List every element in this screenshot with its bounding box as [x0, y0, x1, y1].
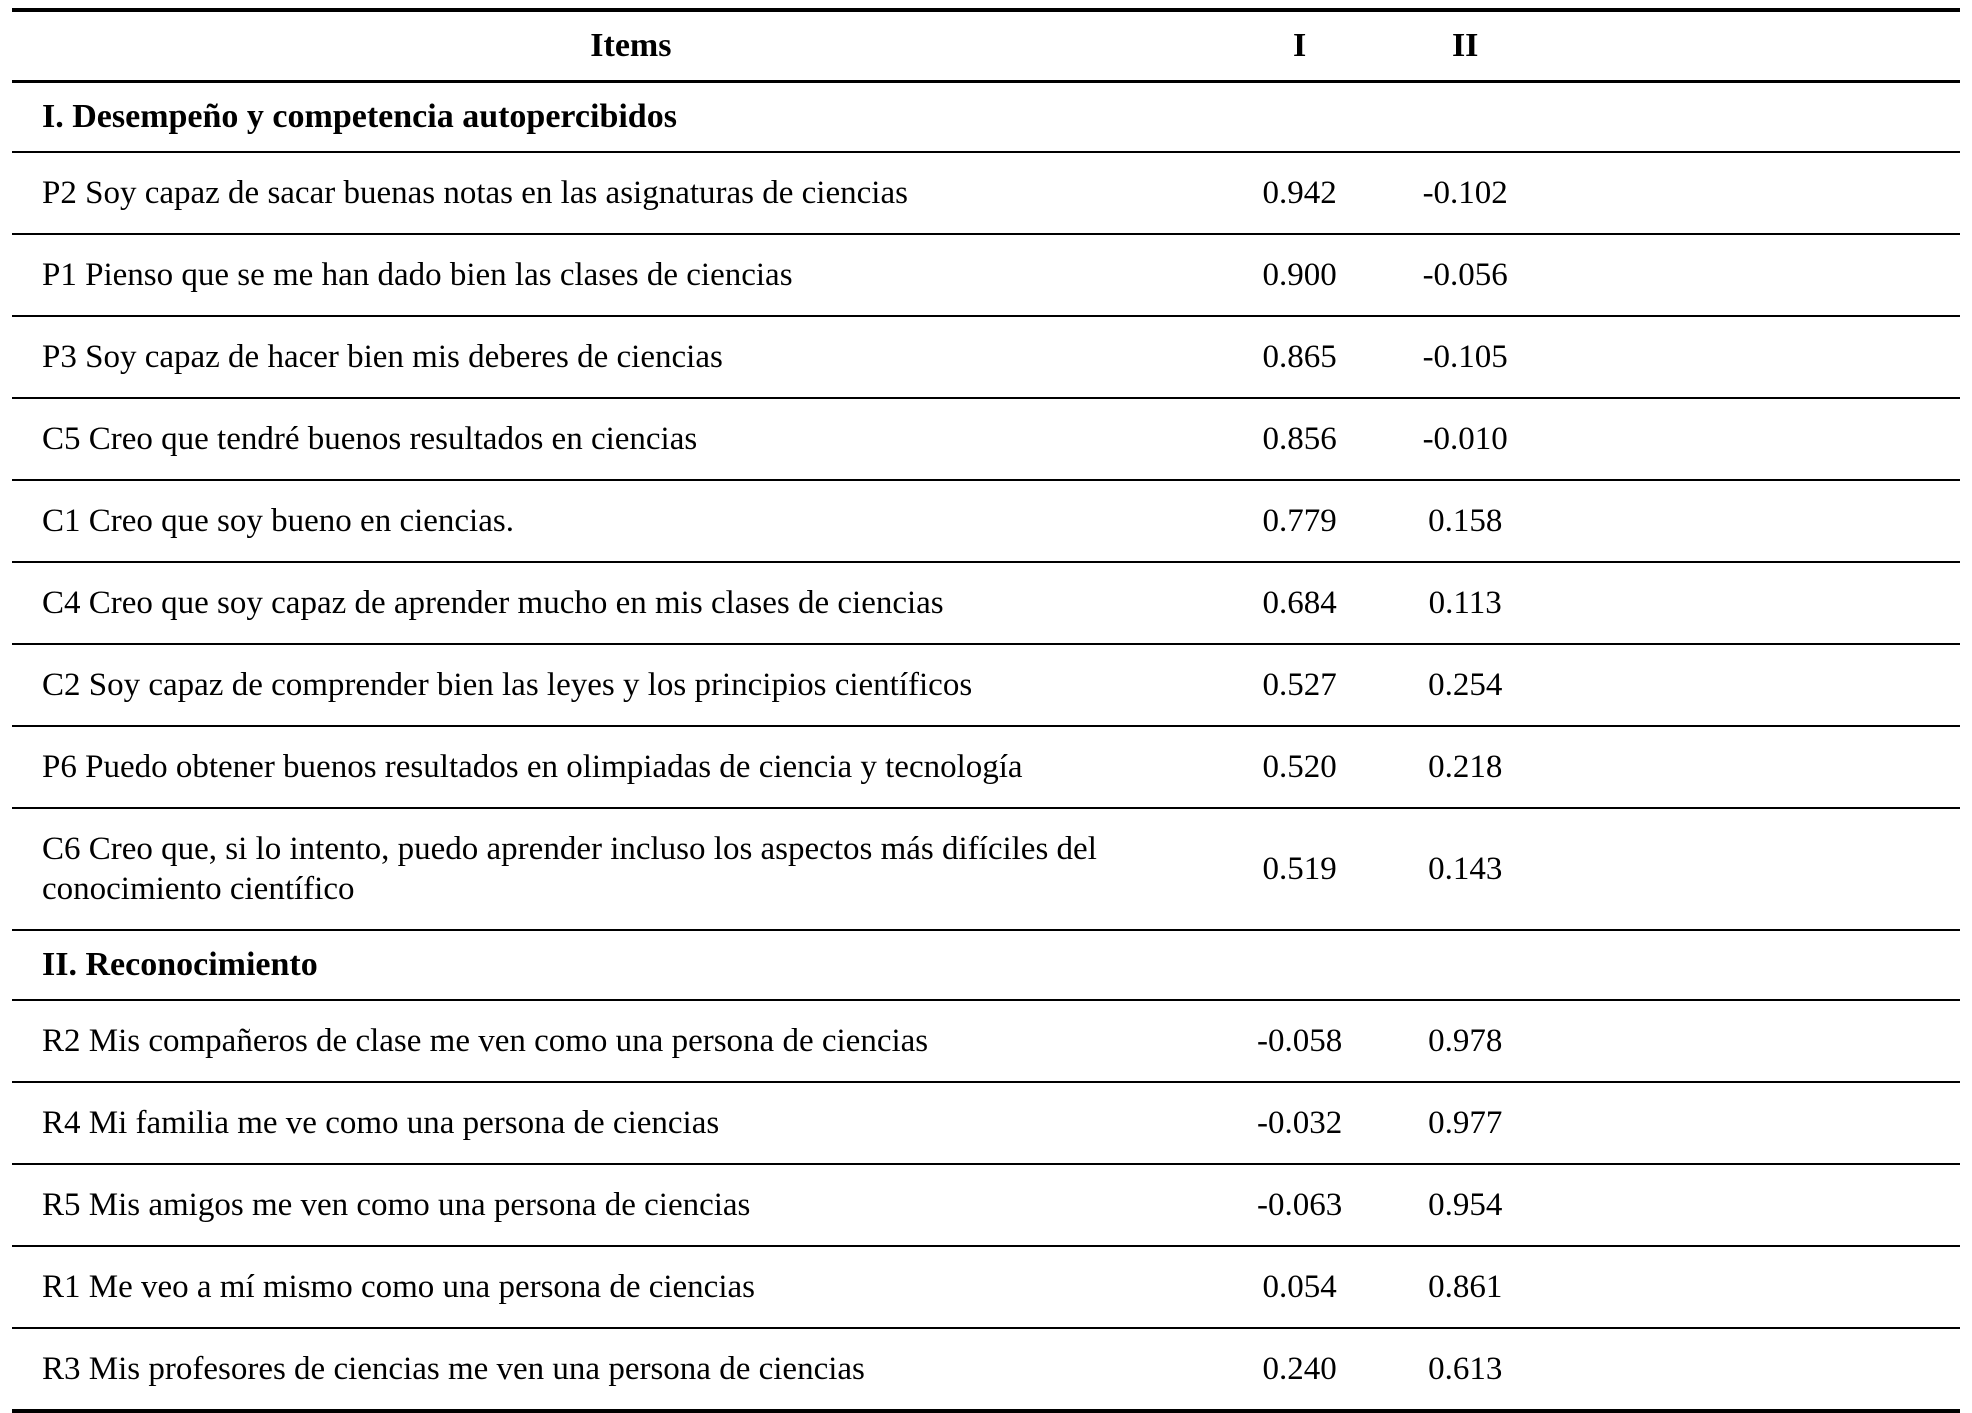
spacer-cell [1551, 808, 1960, 930]
spacer-cell [1551, 1000, 1960, 1082]
table-row [12, 808, 1960, 930]
factor1-cell: 0.520 [1262, 748, 1337, 785]
item-cell: R2 Mis compañeros de clase me ven como una persona de ciencias [42, 1023, 929, 1059]
section-header-row [12, 930, 1960, 1000]
factor2-cell: 0.861 [1428, 1268, 1503, 1305]
header-row [12, 10, 1960, 82]
item-cell: R4 Mi familia me ve como una persona de ciencias [42, 1105, 720, 1141]
spacer-column-header [1551, 10, 1960, 82]
item-cell: C1 Creo que soy bueno en ciencias. [42, 503, 514, 539]
factor1-cell: -0.063 [1256, 1186, 1343, 1223]
table-row [12, 234, 1960, 316]
factor2-cell: 0.218 [1428, 748, 1503, 785]
spacer-cell [1551, 1082, 1960, 1164]
table-row [12, 152, 1960, 234]
spacer-cell [1551, 152, 1960, 234]
table-row [12, 726, 1960, 808]
item-cell: C6 Creo que, si lo intento, puedo aprender incluso los aspectos más difíciles del conocimiento científico [42, 831, 1097, 907]
section-title: II. Reconocimiento [42, 946, 318, 983]
spacer-cell [1551, 316, 1960, 398]
section-header-row [12, 82, 1960, 153]
spacer-cell [1551, 1246, 1960, 1328]
section-title: I. Desempeño y competencia autopercibidos [42, 98, 677, 135]
spacer-cell [1551, 726, 1960, 808]
factor1-cell: 0.527 [1262, 666, 1337, 703]
factor1-cell: 0.684 [1262, 584, 1337, 621]
factor1-cell: -0.032 [1256, 1104, 1343, 1141]
factor2-cell: -0.010 [1422, 420, 1508, 457]
table-header [12, 10, 1960, 82]
table-row [12, 316, 1960, 398]
table-row [12, 480, 1960, 562]
factor1-cell: 0.054 [1262, 1268, 1337, 1305]
spacer-cell [1551, 644, 1960, 726]
item-cell: P1 Pienso que se me han dado bien las clases de ciencias [42, 257, 793, 293]
factor2-cell: 0.113 [1428, 584, 1502, 621]
item-cell: R5 Mis amigos me ven como una persona de ciencias [42, 1187, 751, 1223]
factor2-cell: -0.102 [1422, 174, 1508, 211]
factor2-cell: 0.978 [1428, 1022, 1503, 1059]
spacer-cell [1551, 1328, 1960, 1411]
factor2-cell: 0.613 [1428, 1350, 1503, 1387]
factor2-cell: 0.158 [1428, 502, 1503, 539]
spacer-cell [1551, 480, 1960, 562]
factor2-cell: 0.143 [1428, 850, 1503, 887]
table-row [12, 562, 1960, 644]
item-cell: P3 Soy capaz de hacer bien mis deberes de ciencias [42, 339, 723, 375]
item-cell: C2 Soy capaz de comprender bien las leyes y los principios científicos [42, 667, 973, 703]
spacer-cell [1551, 562, 1960, 644]
table-body [12, 82, 1960, 1412]
spacer-cell [1551, 234, 1960, 316]
factor1-cell: 0.779 [1262, 502, 1337, 539]
spacer-cell [1551, 1164, 1960, 1246]
item-cell: R1 Me veo a mí mismo como una persona de ciencias [42, 1269, 755, 1305]
item-cell: C4 Creo que soy capaz de aprender mucho en mis clases de ciencias [42, 585, 944, 621]
table-row [12, 1000, 1960, 1082]
factor2-cell: -0.105 [1422, 338, 1508, 375]
item-cell: C5 Creo que tendré buenos resultados en ciencias [42, 421, 698, 457]
factor1-cell: 0.240 [1262, 1350, 1337, 1387]
table-row [12, 644, 1960, 726]
item-cell: R3 Mis profesores de ciencias me ven una persona de ciencias [42, 1351, 865, 1387]
table-row [12, 1328, 1960, 1411]
items-column-header: Items [590, 27, 672, 64]
item-cell: P2 Soy capaz de sacar buenas notas en las asignaturas de ciencias [42, 175, 908, 211]
factor-loadings-table [12, 8, 1960, 1413]
table-row [12, 1082, 1960, 1164]
factor2-cell: 0.954 [1428, 1186, 1503, 1223]
factor1-cell: 0.519 [1262, 850, 1337, 887]
factor2-cell: 0.977 [1428, 1104, 1503, 1141]
factor1-cell: 0.865 [1262, 338, 1337, 375]
table-row [12, 1246, 1960, 1328]
spacer-cell [1551, 398, 1960, 480]
factor1-cell: 0.856 [1262, 420, 1337, 457]
factor2-column-header: II [1451, 27, 1479, 64]
factor1-cell: 0.900 [1262, 256, 1337, 293]
factor1-column-header: I [1293, 27, 1307, 64]
table-row [12, 398, 1960, 480]
factor2-cell: -0.056 [1422, 256, 1508, 293]
factor1-cell: 0.942 [1262, 174, 1337, 211]
item-cell: P6 Puedo obtener buenos resultados en olimpiadas de ciencia y tecnología [42, 749, 1023, 785]
factor1-cell: -0.058 [1256, 1022, 1343, 1059]
table-row [12, 1164, 1960, 1246]
factor2-cell: 0.254 [1428, 666, 1503, 703]
